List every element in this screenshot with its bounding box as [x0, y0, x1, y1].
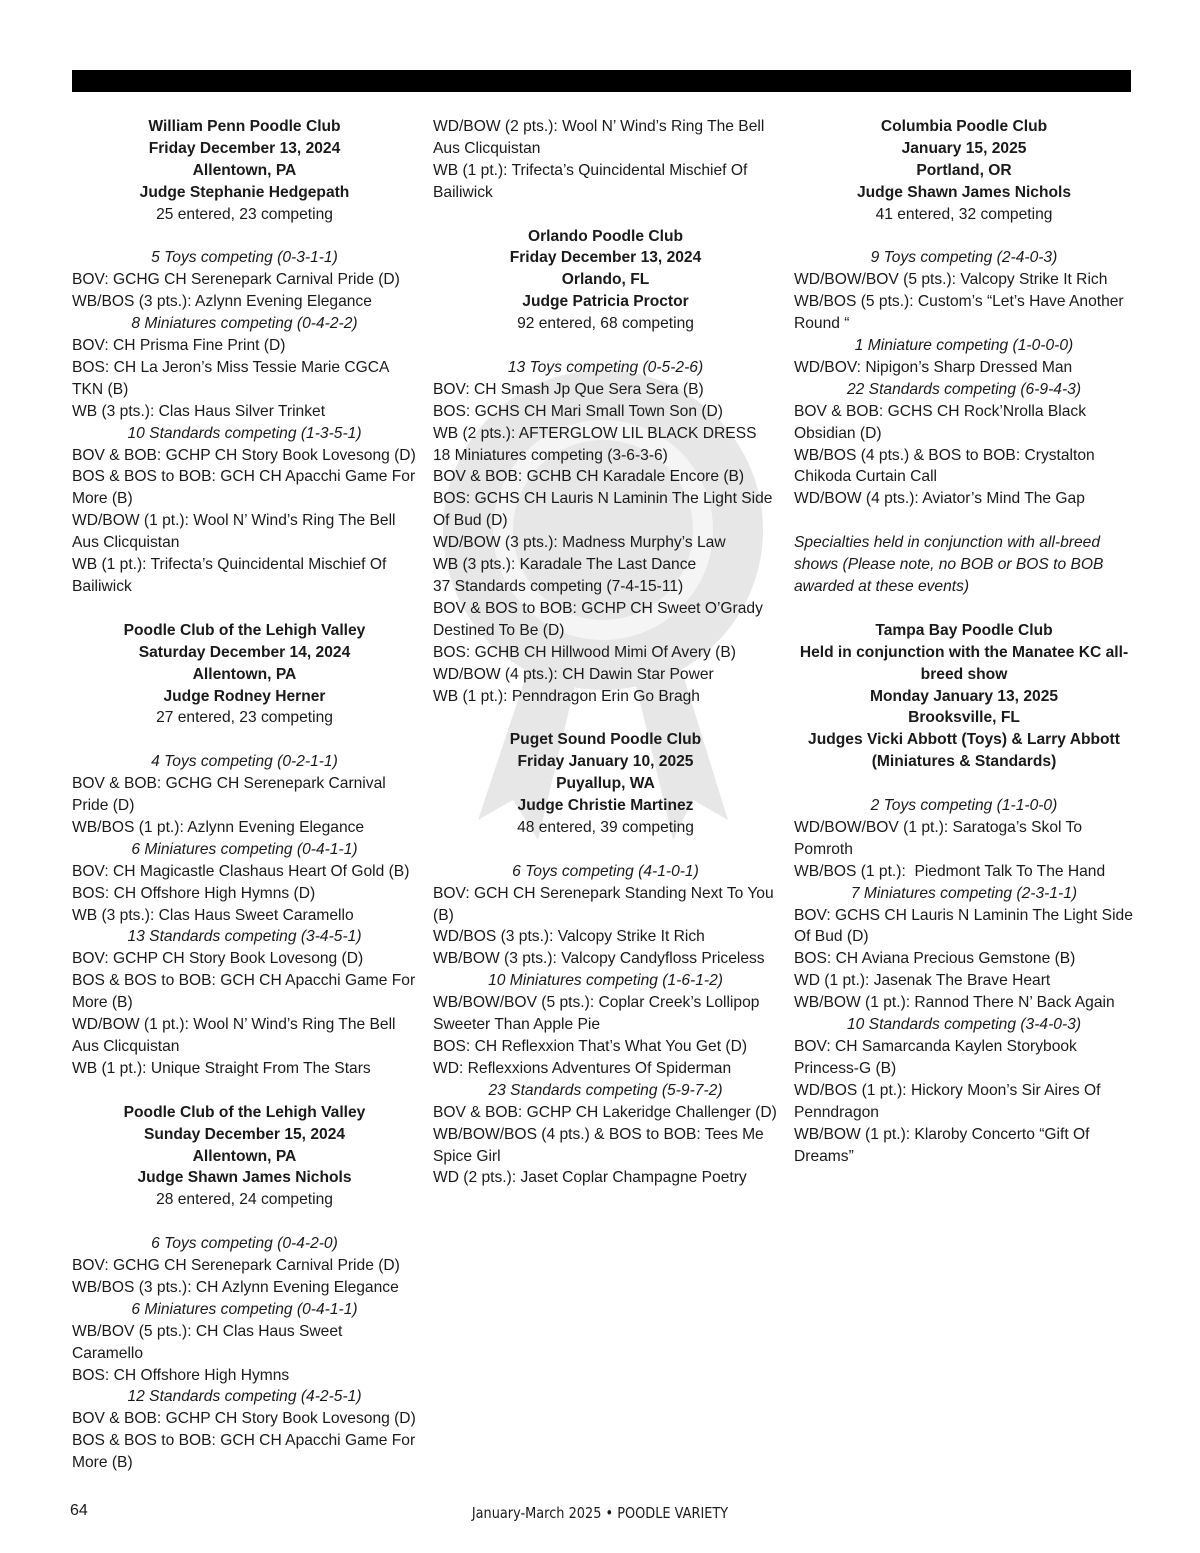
column-3: [794, 116, 1138, 1167]
heading-line: Tampa Bay Poodle Club: [875, 621, 1053, 639]
note-text: Specialties held in conjunction with all-breed shows (Please note, no BOB or BOS to BOB awarded at these events): [794, 534, 1108, 595]
result-line: WB (1 pt.): Trifecta’s Quincidental Mischief Of Bailiwick: [433, 161, 752, 201]
heading-line: Judge Shawn James Nichols: [137, 1169, 352, 1187]
result-line: BOS & BOS to BOB: GCH CH Apacchi Game For More (B): [72, 972, 420, 1012]
heading-line: Allentown, PA: [192, 665, 297, 683]
result-line: WB/BOW (3 pts.): Valcopy Candyfloss Priceless: [433, 950, 765, 968]
heading-line: William Penn Poodle Club: [148, 118, 341, 135]
result-line: WD/BOW (4 pts.): CH Dawin Star Power: [433, 665, 714, 683]
result-line: WB/BOS (5 pts.): Custom’s “Let’s Have Another Round “: [794, 293, 1128, 333]
heading-line: Allentown, PA: [192, 1147, 297, 1165]
spacer: [433, 707, 778, 729]
result-line: BOS: CH La Jeron’s Miss Tessie Marie CGCA TKN (B): [72, 358, 393, 398]
heading-line: Portland, OR: [916, 161, 1012, 179]
spacer: [433, 204, 778, 226]
variety-heading: 12 Standards competing (4-2-5-1): [127, 1388, 362, 1406]
result-line: BOV: CH Prisma Fine Print (D): [72, 337, 286, 355]
result-line: WB/BOS (4 pts.) & BOS to BOB: Crystalton Chikoda Curtain Call: [794, 446, 1100, 486]
variety-heading: 4 Toys competing (0-2-1-1): [151, 753, 338, 771]
heading-line: Friday January 10, 2025: [517, 753, 694, 771]
result-line: BOV & BOB: GCHP CH Story Book Lovesong (D): [72, 446, 416, 464]
variety-heading: 22 Standards competing (6-9-4-3): [846, 380, 1082, 398]
variety-heading: 7 Miniatures competing (2-3-1-1): [850, 884, 1078, 902]
heading-line: Allentown, PA: [192, 161, 297, 179]
variety-heading: 6 Toys competing (4-1-0-1): [512, 862, 699, 880]
spacer: [794, 773, 1134, 795]
result-line: WD/BOV: Nipigon’s Sharp Dressed Man: [794, 358, 1073, 376]
spacer: [794, 598, 1134, 620]
heading-line: Held in conjunction with the Manatee KC all-breed show: [799, 643, 1129, 683]
heading-line: Judge Shawn James Nichols: [856, 183, 1072, 201]
result-line: BOV & BOB: GCHP CH Lakeridge Challenger (D): [433, 1103, 777, 1121]
spacer: [433, 839, 778, 861]
result-line: BOS & BOS to BOB: GCH CH Apacchi Game For More (B): [72, 1432, 420, 1472]
entry-count: 41 entered, 32 competing: [875, 205, 1053, 223]
result-line: WD/BOW (2 pts.): Wool N’ Wind’s Ring The Bell Aus Clicquistan: [433, 118, 768, 157]
issue-footer: January-March 2025 • POODLE VARIETY: [471, 1504, 729, 1522]
result-line: BOS & BOS to BOB: GCH CH Apacchi Game For More (B): [72, 468, 420, 508]
entry-count: 27 entered, 23 competing: [156, 709, 333, 727]
result-line: BOV: CH Samarcanda Kaylen Storybook Princess-G (B): [794, 1038, 1082, 1077]
spacer: [72, 1211, 417, 1233]
result-line: WB (3 pts.): Clas Haus Silver Trinket: [72, 402, 326, 420]
heading-line: Poodle Club of the Lehigh Valley: [123, 1103, 366, 1121]
variety-heading: 10 Standards competing (3-4-0-3): [846, 1016, 1082, 1034]
result-line: BOS: GCHS CH Mari Small Town Son (D): [433, 402, 723, 420]
result-line: WD (1 pt.): Jasenak The Brave Heart: [794, 972, 1051, 990]
spacer: [72, 729, 417, 751]
result-line: WD/BOW (3 pts.): Madness Murphy’s Law: [433, 534, 726, 552]
entry-count: 92 entered, 68 competing: [517, 315, 694, 333]
column-1: [72, 116, 420, 1474]
result-line: BOV: CH Magicastle Clashaus Heart Of Gold (B): [72, 862, 410, 880]
heading-line: Orlando Poodle Club: [527, 227, 684, 245]
heading-line: Saturday December 14, 2024: [138, 643, 351, 661]
heading-line: Friday December 13, 2024: [148, 139, 341, 157]
result-line: WB (1 pt.): Penndragon Erin Go Bragh: [433, 687, 700, 705]
result-line: BOV: GCH CH Serenepark Standing Next To You (B): [433, 884, 778, 924]
result-line: WD: Reflexxions Adventures Of Spiderman: [433, 1059, 732, 1077]
column-2: [433, 116, 778, 1189]
heading-line: Judge Patricia Proctor: [522, 293, 689, 311]
result-line: BOV & BOS to BOB: GCHP CH Sweet O’Grady Destined To Be (D): [433, 599, 768, 639]
heading-line: Friday December 13, 2024: [509, 249, 702, 267]
header-bar: [72, 70, 1131, 92]
variety-heading: 9 Toys competing (2-4-0-3): [870, 249, 1058, 267]
result-line: WD/BOW/BOV (1 pt.): Saratoga’s Skol To Pomroth: [794, 818, 1087, 858]
result-line: WB (2 pts.): AFTERGLOW LIL BLACK DRESS: [433, 424, 757, 442]
result-line: BOV & BOB: GCHP CH Story Book Lovesong (D): [72, 1410, 416, 1428]
result-line: BOS: GCHS CH Lauris N Laminin The Light Side Of Bud (D): [433, 490, 777, 530]
result-line: WB/BOW (1 pt.): Rannod There N’ Back Again: [794, 994, 1115, 1012]
result-line: BOV: CH Smash Jp Que Sera Sera (B): [433, 380, 704, 398]
heading-line: Columbia Poodle Club: [880, 118, 1048, 135]
variety-heading: 2 Toys competing (1-1-0-0): [870, 797, 1058, 815]
result-line: WD/BOW (1 pt.): Wool N’ Wind’s Ring The Bell Aus Clicquistan: [72, 1016, 399, 1056]
entry-count: 48 entered, 39 competing: [517, 818, 694, 836]
variety-heading: 5 Toys competing (0-3-1-1): [151, 249, 338, 267]
entry-count: 25 entered, 23 competing: [156, 205, 333, 223]
variety-heading: 1 Miniature competing (1-0-0-0): [854, 337, 1074, 355]
result-line: 18 Miniatures competing (3-6-3-6): [433, 446, 668, 464]
result-line: BOS: CH Aviana Precious Gemstone (B): [794, 950, 1076, 968]
entry-count: 28 entered, 24 competing: [156, 1191, 333, 1209]
spacer: [433, 335, 778, 357]
result-line: BOV: GCHG CH Serenepark Carnival Pride (D): [72, 1257, 400, 1275]
result-line: BOV & BOB: GCHB CH Karadale Encore (B): [433, 468, 745, 486]
page-number: 64: [70, 1502, 88, 1519]
heading-line: Judge Rodney Herner: [163, 687, 326, 705]
variety-heading: 10 Miniatures competing (1-6-1-2): [488, 972, 723, 990]
result-line: WD/BOS (3 pts.): Valcopy Strike It Rich: [433, 928, 705, 946]
heading-line: Judges Vicki Abbott (Toys) & Larry Abbott (Miniatures & Standards): [808, 731, 1125, 771]
variety-heading: 6 Miniatures competing (0-4-1-1): [131, 1300, 358, 1318]
result-line: WB (1 pt.): Trifecta’s Quincidental Mischief Of Bailiwick: [72, 556, 391, 596]
spacer: [72, 1080, 417, 1102]
variety-heading: 13 Standards competing (3-4-5-1): [127, 928, 362, 946]
result-line: BOV: GCHG CH Serenepark Carnival Pride (D): [72, 271, 400, 289]
result-line: WD (2 pts.): Jaset Coplar Champagne Poetry: [433, 1169, 747, 1187]
result-line: WB/BOS (1 pt.): Piedmont Talk To The Hand: [794, 862, 1106, 880]
heading-line: Sunday December 15, 2024: [143, 1125, 346, 1143]
heading-line: January 15, 2025: [901, 139, 1027, 157]
result-line: 37 Standards competing (7-4-15-11): [433, 578, 684, 595]
result-line: BOS: GCHB CH Hillwood Mimi Of Avery (B): [433, 643, 736, 661]
spacer: [794, 510, 1134, 532]
variety-heading: 6 Toys competing (0-4-2-0): [151, 1235, 338, 1253]
result-line: WB (3 pts.): Karadale The Last Dance: [433, 556, 697, 574]
heading-line: Poodle Club of the Lehigh Valley: [123, 621, 366, 639]
result-line: WD/BOS (1 pt.): Hickory Moon’s Sir Aires Of Penndragon: [794, 1081, 1105, 1121]
result-line: WB/BOW/BOV (5 pts.): Coplar Creek’s Lollipop Sweeter Than Apple Pie: [433, 994, 764, 1034]
spacer: [794, 226, 1134, 248]
variety-heading: 10 Standards competing (1-3-5-1): [127, 424, 362, 442]
result-line: WD/BOW/BOV (5 pts.): Valcopy Strike It Rich: [794, 271, 1108, 289]
result-line: BOS: CH Offshore High Hymns: [72, 1366, 290, 1384]
result-line: WB/BOW (1 pt.): Klaroby Concerto “Gift Of Dreams”: [794, 1125, 1094, 1165]
result-line: WD/BOW (1 pt.): Wool N’ Wind’s Ring The Bell Aus Clicquistan: [72, 512, 399, 552]
result-line: BOV & BOB: GCHG CH Serenepark Carnival Pride (D): [72, 775, 391, 815]
variety-heading: 8 Miniatures competing (0-4-2-2): [131, 315, 358, 333]
result-line: BOV & BOB: GCHS CH Rock’Nrolla Black Obsidian (D): [794, 402, 1091, 442]
result-line: WB/BOS (1 pt.): Azlynn Evening Elegance: [72, 818, 365, 836]
result-line: WB/BOV (5 pts.): CH Clas Haus Sweet Caramello: [72, 1322, 347, 1362]
heading-line: Puget Sound Poodle Club: [509, 731, 702, 749]
variety-heading: 6 Miniatures competing (0-4-1-1): [131, 840, 358, 858]
heading-line: Puyallup, WA: [556, 775, 655, 793]
variety-heading: 13 Toys competing (0-5-2-6): [507, 358, 704, 376]
heading-line: Brooksville, FL: [908, 709, 1020, 727]
spacer: [72, 598, 417, 620]
result-line: BOS: CH Offshore High Hymns (D): [72, 884, 316, 902]
result-line: BOS: CH Reflexxion That’s What You Get (D): [433, 1038, 748, 1055]
heading-line: Monday January 13, 2025: [869, 687, 1059, 705]
result-line: WB (3 pts.): Clas Haus Sweet Caramello: [72, 906, 354, 924]
heading-line: Judge Christie Martinez: [517, 797, 694, 815]
result-line: WB/BOW/BOS (4 pts.) & BOS to BOB: Tees Me Spice Girl: [433, 1125, 769, 1165]
result-line: BOV: GCHS CH Lauris N Laminin The Light Side Of Bud (D): [794, 906, 1138, 946]
variety-heading: 23 Standards competing (5-9-7-2): [488, 1081, 723, 1099]
heading-line: Judge Stephanie Hedgepath: [139, 183, 350, 201]
result-line: WB (1 pt.): Unique Straight From The Stars: [72, 1059, 371, 1077]
spacer: [72, 226, 417, 248]
result-line: BOV: GCHP CH Story Book Lovesong (D): [72, 950, 364, 968]
heading-line: Orlando, FL: [561, 271, 650, 289]
result-line: WD/BOW (4 pts.): Aviator’s Mind The Gap: [794, 490, 1085, 508]
result-line: WB/BOS (3 pts.): CH Azlynn Evening Elegance: [72, 1278, 399, 1296]
result-line: WB/BOS (3 pts.): Azlynn Evening Elegance: [72, 293, 372, 311]
